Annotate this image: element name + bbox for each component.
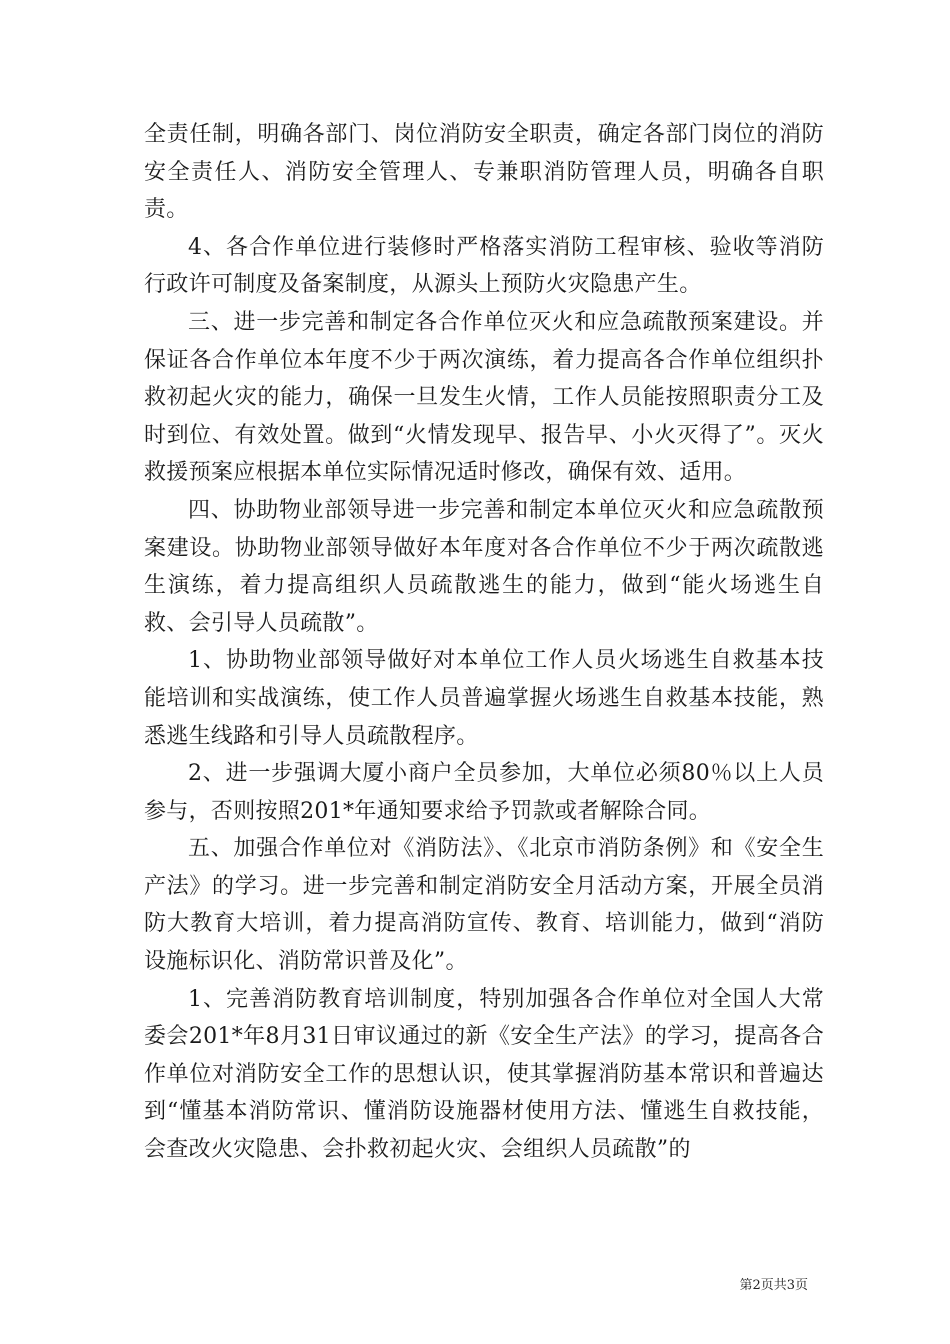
page-number-footer: 第2页共3页 xyxy=(739,1278,808,1293)
document-body xyxy=(144,116,824,1169)
paragraph-1: 全责任制，明确各部门、岗位消防安全职责，确定各部门岗位的消防安全责任人、消防安全管理人、专兼职消防管理人员，明确各自职责。 xyxy=(144,122,824,223)
paragraph-2: 4、各合作单位进行装修时严格落实消防工程审核、验收等消防行政许可制度及备案制度，从源头上预防火灾隐患产生。 xyxy=(144,234,824,298)
paragraph-7: 五、加强合作单位对《消防法》、《北京市消防条例》和《安全生产法》的学习。进一步完善和制定消防安全月活动方案，开展全员消防大教育大培训，着力提高消防宣传、教育、培训能力，做到“消防设施标识化、消防常识普及化”。 xyxy=(144,836,824,975)
paragraph-4: 四、协助物业部领导进一步完善和制定本单位灭火和应急疏散预案建设。协助物业部领导做好本年度对各合作单位不少于两次疏散逃生演练，着力提高组织人员疏散逃生的能力，做到“能火场逃生自救、会引导人员疏散”。 xyxy=(144,497,824,636)
paragraph-3: 三、进一步完善和制定各合作单位灭火和应急疏散预案建设。并保证各合作单位本年度不少于两次演练，着力提高各合作单位组织扑救初起火灾的能力，确保一旦发生火情，工作人员能按照职责分工及时到位、有效处置。做到“火情发现早、报告早、小火灭得了”。灭火救援预案应根据本单位实际情况适时修改，确保有效、适用。 xyxy=(144,309,824,486)
paragraph-5: 1、协助物业部领导做好对本单位工作人员火场逃生自救基本技能培训和实战演练，使工作人员普遍掌握火场逃生自救基本技能，熟悉逃生线路和引导人员疏散程序。 xyxy=(144,648,824,749)
paragraph-6: 2、进一步强调大厦小商户全员参加，大单位必须80％以上人员参与，否则按照201*年通知要求给予罚款或者解除合同。 xyxy=(144,761,824,824)
paragraph-8: 1、完善消防教育培训制度，特别加强各合作单位对全国人大常委会201*年8月31日审议通过的新《安全生产法》的学习，提高各合作单位对消防安全工作的思想认识，使其掌握消防基本常识和普遍达到“懂基本消防常识、懂消防设施器材使用方法、懂逃生自救技能，会查改火灾隐患、会扑救初起火灾、会组织人员疏散”的 xyxy=(144,986,824,1163)
